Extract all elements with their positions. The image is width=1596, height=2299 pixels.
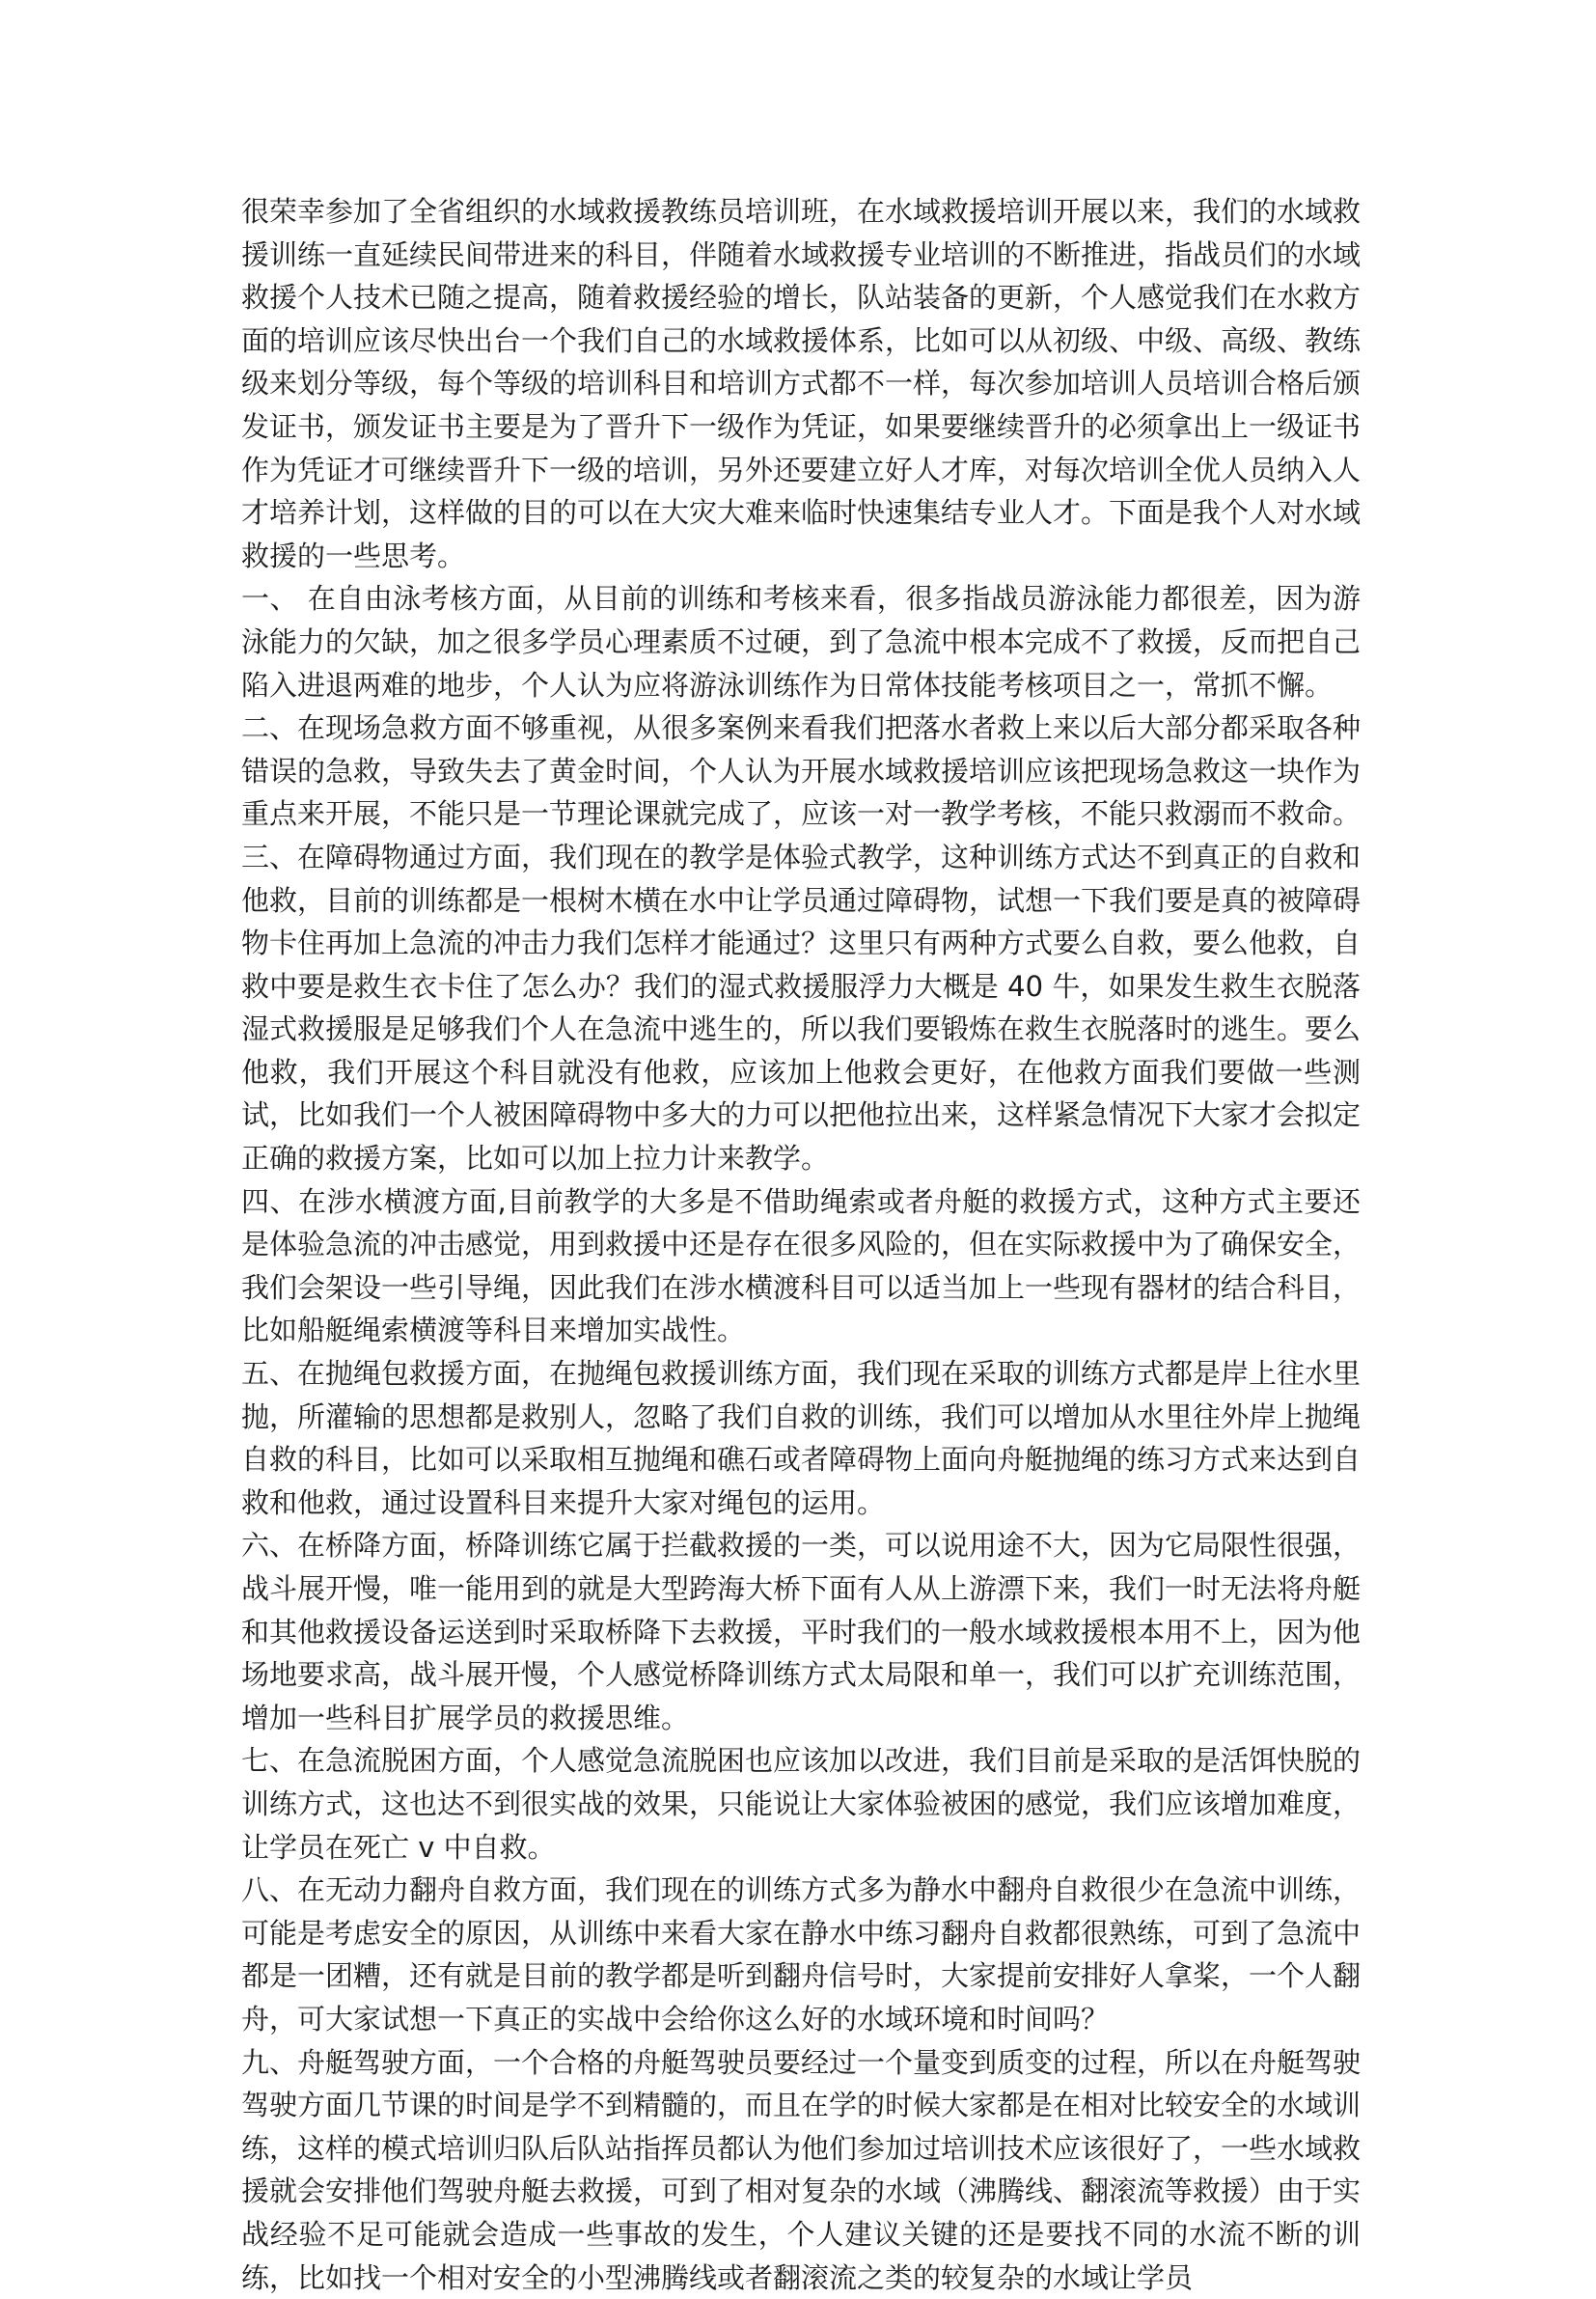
paragraph-freestyle: 一、 在自由泳考核方面，从目前的训练和考核来看，很多指战员游泳能力都很差，因为游泳能力的欠缺，加之很多学员心理素质不过硬，到了急流中根本完成不了救援，反而把自己陷入进退两难的地步，个人认为应将游泳训练作为日常体技能考核项目之一，常抓不懈。	[241, 582, 1362, 702]
document-body	[241, 190, 1361, 2299]
paragraph-first-aid: 二、在现场急救方面不够重视，从很多案例来看我们把落水者救上来以后大部分都采取各种错误的急救，导致失去了黄金时间，个人认为开展水域救援培训应该把现场急救这一块作为重点来开展，不能只是一节理论课就完成了，应该一对一教学考核，不能只救溺而不救命。	[241, 711, 1362, 831]
paragraph-obstacle: 三、在障碍物通过方面，我们现在的教学是体验式教学，这种训练方式达不到真正的自救和他救，目前的训练都是一根树木横在水中让学员通过障碍物，试想一下我们要是真的被障碍物卡住再加上急流的冲击力我们怎样才能通过？这里只有两种方式要么自救，要么他救，自救中要是救生衣卡住了怎么办？我们的湿式救援服浮力大概是 40 牛，如果发生救生衣脱落湿式救援服是足够我们个人在急流中逃生的，所以我们要锻炼在救生衣脱落时的逃生。要么他救，我们开展这个科目就没有他救，应该加上他救会更好，在他救方面我们要做一些测试，比如我们一个人被困障碍物中多大的力可以把他拉出来，这样紧急情况下大家才会拟定正确的救援方案，比如可以加上拉力计来教学。	[241, 840, 1362, 1176]
paragraph-intro: 很荣幸参加了全省组织的水域救援教练员培训班，在水域救援培训开展以来，我们的水域救援训练一直延续民间带进来的科目，伴随着水域救援专业培训的不断推进，指战员们的水域救援个人技术已随之提高，随着救援经验的增长，队站装备的更新，个人感觉我们在水救方面的培训应该尽快出台一个我们自己的水域救援体系，比如可以从初级、中级、高级、教练级来划分等级，每个等级的培训科目和培训方式都不一样，每次参加培训人员培训合格后颁发证书，颁发证书主要是为了晋升下一级作为凭证，如果要继续晋升的必须拿出上一级证书作为凭证才可继续晋升下一级的培训，另外还要建立好人才库，对每次培训全优人员纳入人才培养计划，这样做的目的可以在大灾大难来临时快速集结专业人才。下面是我个人对水域救援的一些思考。	[241, 195, 1362, 572]
paragraph-wading: 四、在涉水横渡方面,目前教学的大多是不借助绳索或者舟艇的救援方式，这种方式主要还是体验急流的冲击感觉，用到救援中还是存在很多风险的，但在实际救援中为了确保安全，我们会架设一些引导绳，因此我们在涉水横渡科目可以适当加上一些现有器材的结合科目，比如船艇绳索横渡等科目来增加实战性。	[241, 1184, 1362, 1347]
paragraph-swiftwater-escape: 七、在急流脱困方面，个人感觉急流脱困也应该加以改进，我们目前是采取的是活饵快脱的训练方式，这也达不到很实战的效果，只能说让大家体验被困的感觉，我们应该增加难度，让学员在死亡 v 中自救。	[241, 1744, 1362, 1864]
paragraph-bridge-descent: 六、在桥降方面，桥降训练它属于拦截救援的一类，可以说用途不大，因为它局限性很强，战斗展开慢，唯一能用到的就是大型跨海大桥下面有人从上游漂下来，我们一时无法将舟艇和其他救援设备运送到时采取桥降下去救援，平时我们的一般水域救援根本用不上，因为他场地要求高，战斗展开慢，个人感觉桥降训练方式太局限和单一，我们可以扩充训练范围，增加一些科目扩展学员的救援思维。	[241, 1529, 1362, 1734]
paragraph-boat-flip: 八、在无动力翻舟自救方面，我们现在的训练方式多为静水中翻舟自救很少在急流中训练，可能是考虑安全的原因，从训练中来看大家在静水中练习翻舟自救都很熟练，可到了急流中都是一团糟，还有就是目前的教学都是听到翻舟信号时，大家提前安排好人拿桨，一个人翻舟，可大家试想一下真正的实战中会给你这么好的水域环境和时间吗？	[241, 1873, 1362, 2036]
paragraph-boat-driving: 九、舟艇驾驶方面，一个合格的舟艇驾驶员要经过一个量变到质变的过程，所以在舟艇驾驶驾驶方面几节课的时间是学不到精髓的，而且在学的时候大家都是在相对比较安全的水域训练，这样的模式培训归队后队站指挥员都认为他们参加过培训技术应该很好了，一些水域救援就会安排他们驾驶舟艇去救援，可到了相对复杂的水域（沸腾线、翻滚流等救援）由于实战经验不足可能就会造成一些事故的发生，个人建议关键的还是要找不同的水流不断的训练，比如找一个相对安全的小型沸腾线或者翻滚流之类的较复杂的水域让学员	[241, 2045, 1362, 2294]
paragraph-throw-bag: 五、在抛绳包救援方面，在抛绳包救援训练方面，我们现在采取的训练方式都是岸上往水里抛，所灌输的思想都是救别人，忽略了我们自救的训练，我们可以增加从水里往外岸上抛绳自救的科目，比如可以采取相互抛绳和礁石或者障碍物上面向舟艇抛绳的练习方式来达到自救和他救，通过设置科目来提升大家对绳包的运用。	[241, 1357, 1362, 1519]
